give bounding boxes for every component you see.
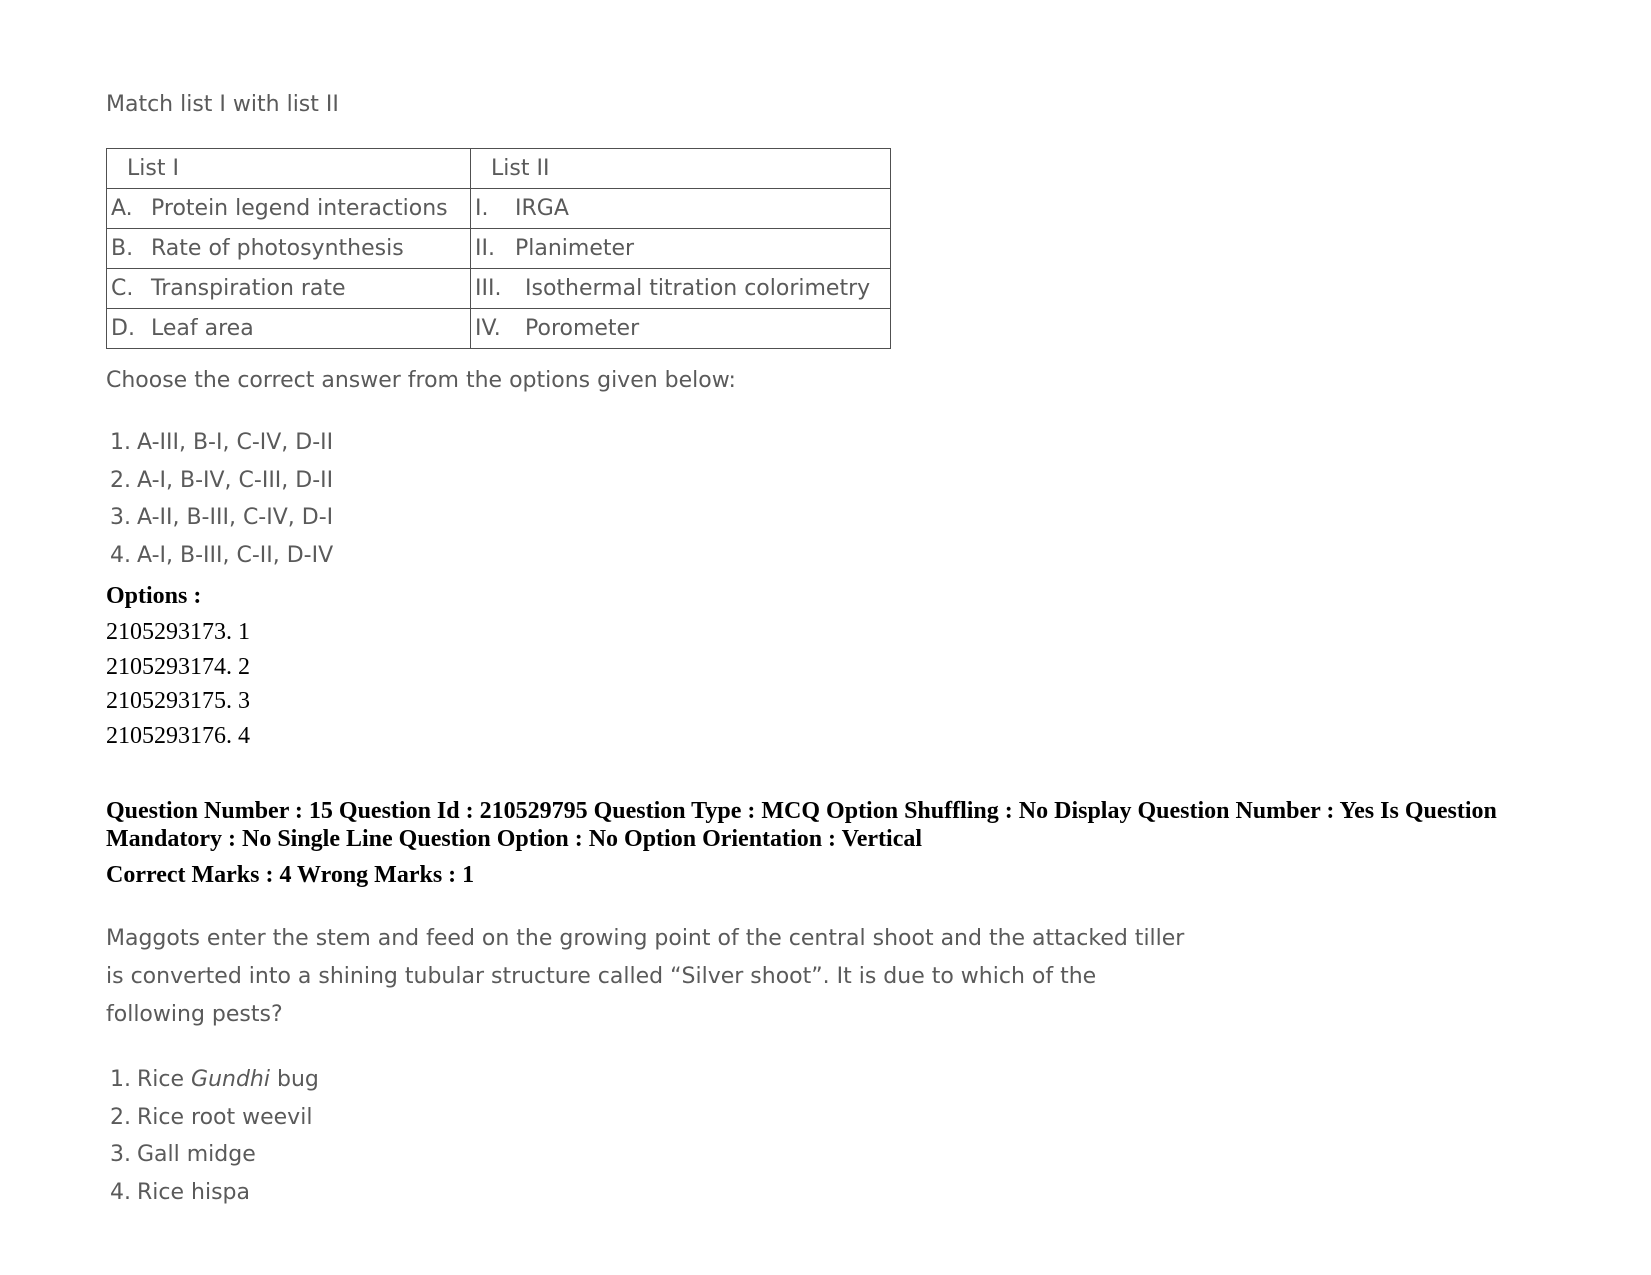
- list1-cell: [107, 229, 471, 269]
- list1-key: C.: [111, 276, 134, 301]
- list1-item: Protein legend interactions: [151, 196, 448, 221]
- choice-text: A-I, B-III, C-II, D-IV: [137, 542, 334, 568]
- match-table: [106, 148, 891, 349]
- list1-item: Leaf area: [151, 316, 254, 341]
- choice-text-italic: Gundhi: [191, 1067, 270, 1092]
- list1-header: List I: [107, 149, 471, 189]
- list2-item: Porometer: [525, 316, 640, 341]
- question-prompt: Maggots enter the stem and feed on the growing point of the central shoot and the attacked tiller is converted into a shining tubular structure called “Silver shoot”. It is due to which of the following pests?: [106, 926, 1185, 1027]
- option-code: 2105293175. 3: [106, 688, 250, 714]
- choice-number: 3.: [110, 1142, 131, 1167]
- list1-cell: [107, 269, 471, 309]
- list1-key: B.: [111, 236, 134, 261]
- option-code: 2105293176. 4: [106, 722, 250, 749]
- list1-item: Transpiration rate: [151, 276, 346, 301]
- list2-item: Isothermal titration colorimetry: [525, 276, 871, 301]
- list1-item: Rate of photosynthesis: [151, 236, 404, 261]
- list2-item: IRGA: [515, 196, 569, 221]
- choice-text: A-III, B-I, C-IV, D-II: [137, 430, 334, 455]
- list1-key: A.: [111, 196, 133, 221]
- choice-number: 1.: [110, 430, 131, 455]
- table-header-row: [107, 149, 891, 189]
- marks-info: Correct Marks : 4 Wrong Marks : 1: [106, 862, 475, 888]
- list2-key: III.: [475, 276, 502, 301]
- list2-item: Planimeter: [515, 236, 635, 261]
- list-item: [110, 1061, 319, 1099]
- list2-cell: [471, 309, 891, 349]
- option-code: 2105293173. 1: [106, 619, 250, 645]
- option-code: 2105293174. 2: [106, 653, 250, 680]
- list-item: [110, 1136, 319, 1174]
- options-heading: Options :: [106, 583, 202, 609]
- answer-choices: [110, 424, 333, 574]
- choice-number: 4.: [110, 1179, 131, 1205]
- list1-cell: [107, 189, 471, 229]
- choice-number: 1.: [110, 1067, 131, 1092]
- question-meta: Question Number : 15 Question Id : 210529795 Question Type : MCQ Option Shuffling : No Display Question Number : Yes Is Question Mandatory : No Single Line Question Option : No Option Orientation : Vertical: [106, 798, 1497, 852]
- table-row: [107, 269, 891, 309]
- question-prompt: Match list I with list II: [106, 92, 339, 117]
- list-item: [110, 424, 333, 462]
- table-row: [107, 229, 891, 269]
- list2-cell: [471, 189, 891, 229]
- choice-text: Rice root weevil: [137, 1104, 313, 1130]
- list-item: [110, 499, 333, 537]
- list-item: [110, 1099, 319, 1137]
- choice-text: bug: [270, 1067, 319, 1092]
- list1-key: D.: [111, 316, 135, 341]
- list2-key: II.: [475, 236, 495, 261]
- choice-number: 4.: [110, 542, 131, 568]
- choice-text: A-II, B-III, C-IV, D-I: [137, 505, 334, 530]
- list2-key: IV.: [475, 316, 501, 341]
- list-item: [110, 537, 333, 575]
- choice-text: Rice: [137, 1067, 192, 1092]
- list2-key: I.: [475, 196, 489, 221]
- instruction-text: Choose the correct answer from the options given below:: [106, 368, 736, 393]
- answer-choices: [110, 1061, 319, 1211]
- choice-text: A-I, B-IV, C-III, D-II: [137, 467, 334, 493]
- table-row: [107, 189, 891, 229]
- list1-cell: [107, 309, 471, 349]
- choice-number: 2.: [110, 1104, 131, 1130]
- list2-cell: [471, 269, 891, 309]
- table-row: [107, 309, 891, 349]
- choice-number: 3.: [110, 505, 131, 530]
- option-code-list: [106, 615, 250, 753]
- list-item: [110, 462, 333, 500]
- list2-cell: [471, 229, 891, 269]
- list-item: [110, 1174, 319, 1212]
- choice-text: Rice hispa: [137, 1179, 250, 1205]
- choice-number: 2.: [110, 467, 131, 493]
- list2-header: List II: [471, 149, 891, 189]
- choice-text: Gall midge: [137, 1142, 256, 1167]
